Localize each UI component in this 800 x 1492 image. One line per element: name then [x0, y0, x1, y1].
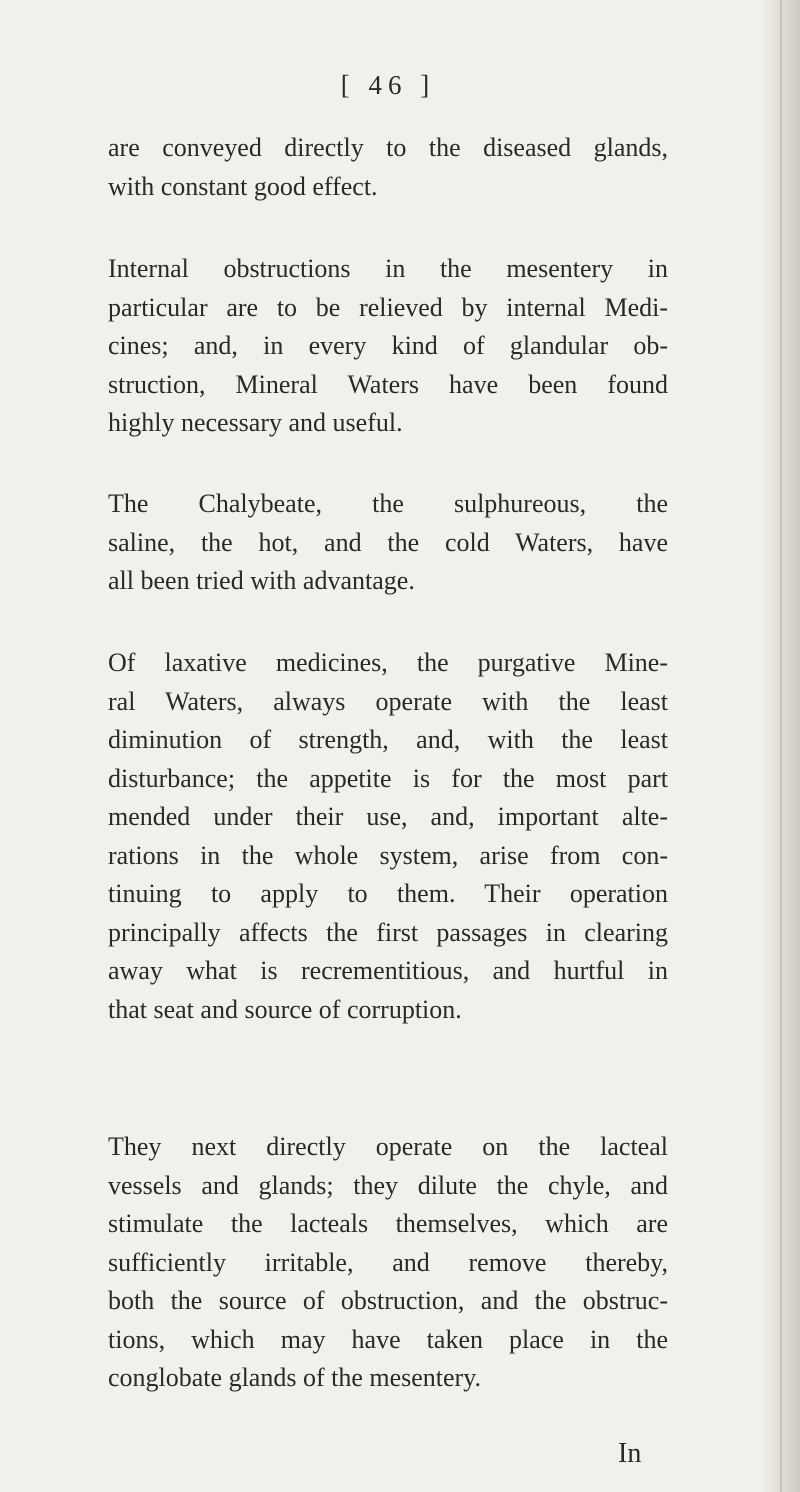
- text-line: cines; and, in every kind of glandular ob-: [108, 331, 668, 360]
- text-line: saline, the hot, and the cold Waters, have: [108, 527, 668, 557]
- text-line: mended under their use, and, important alte-: [108, 802, 668, 831]
- text-line: that seat and source of corruption.: [108, 994, 462, 1024]
- text-line: all been tried with advantage.: [108, 566, 415, 595]
- text-line: tinuing to apply to them. Their operation: [108, 879, 668, 908]
- paragraph-5: [108, 1128, 668, 1398]
- text-line: highly necessary and useful.: [108, 408, 403, 437]
- text-line: with constant good effect.: [108, 171, 378, 201]
- paragraph-1: [108, 129, 668, 206]
- text-line: Of laxative medicines, the purgative Mine-: [108, 648, 668, 677]
- text-line: particular are to be relieved by internal Medi-: [108, 292, 668, 322]
- text-line: stimulate the lacteals themselves, which are: [108, 1209, 668, 1238]
- paragraph-3: [108, 485, 668, 601]
- text-line: conglobate glands of the mesentery.: [108, 1363, 482, 1392]
- paragraph-2: [108, 250, 668, 443]
- catchword: In: [618, 1438, 642, 1469]
- paragraph-4: [108, 644, 668, 1029]
- text-line: sufficiently irritable, and remove thereby,: [108, 1247, 668, 1277]
- page-fold-edge: [780, 0, 782, 1492]
- text-line: vessels and glands; they dilute the chyle, and: [108, 1170, 668, 1200]
- text-line: Internal obstructions in the mesentery in: [108, 254, 668, 283]
- text-line: are conveyed directly to the diseased glands,: [108, 133, 668, 162]
- text-line: disturbance; the appetite is for the most part: [108, 763, 668, 793]
- text-line: struction, Mineral Waters have been found: [108, 369, 668, 399]
- text-line: diminution of strength, and, with the least: [108, 725, 668, 754]
- text-line: principally affects the first passages in clearing: [108, 917, 668, 947]
- page-number: [ 46 ]: [340, 70, 436, 100]
- text-line: ral Waters, always operate with the least: [108, 686, 668, 716]
- text-line: away what is recrementitious, and hurtful in: [108, 956, 668, 985]
- text-line: tions, which may have taken place in the: [108, 1324, 668, 1354]
- text-line: both the source of obstruction, and the obstruc-: [108, 1286, 668, 1315]
- text-line: rations in the whole system, arise from con-: [108, 840, 668, 870]
- text-line: They next directly operate on the lacteal: [108, 1132, 668, 1161]
- text-line: The Chalybeate, the sulphureous, the: [108, 489, 668, 518]
